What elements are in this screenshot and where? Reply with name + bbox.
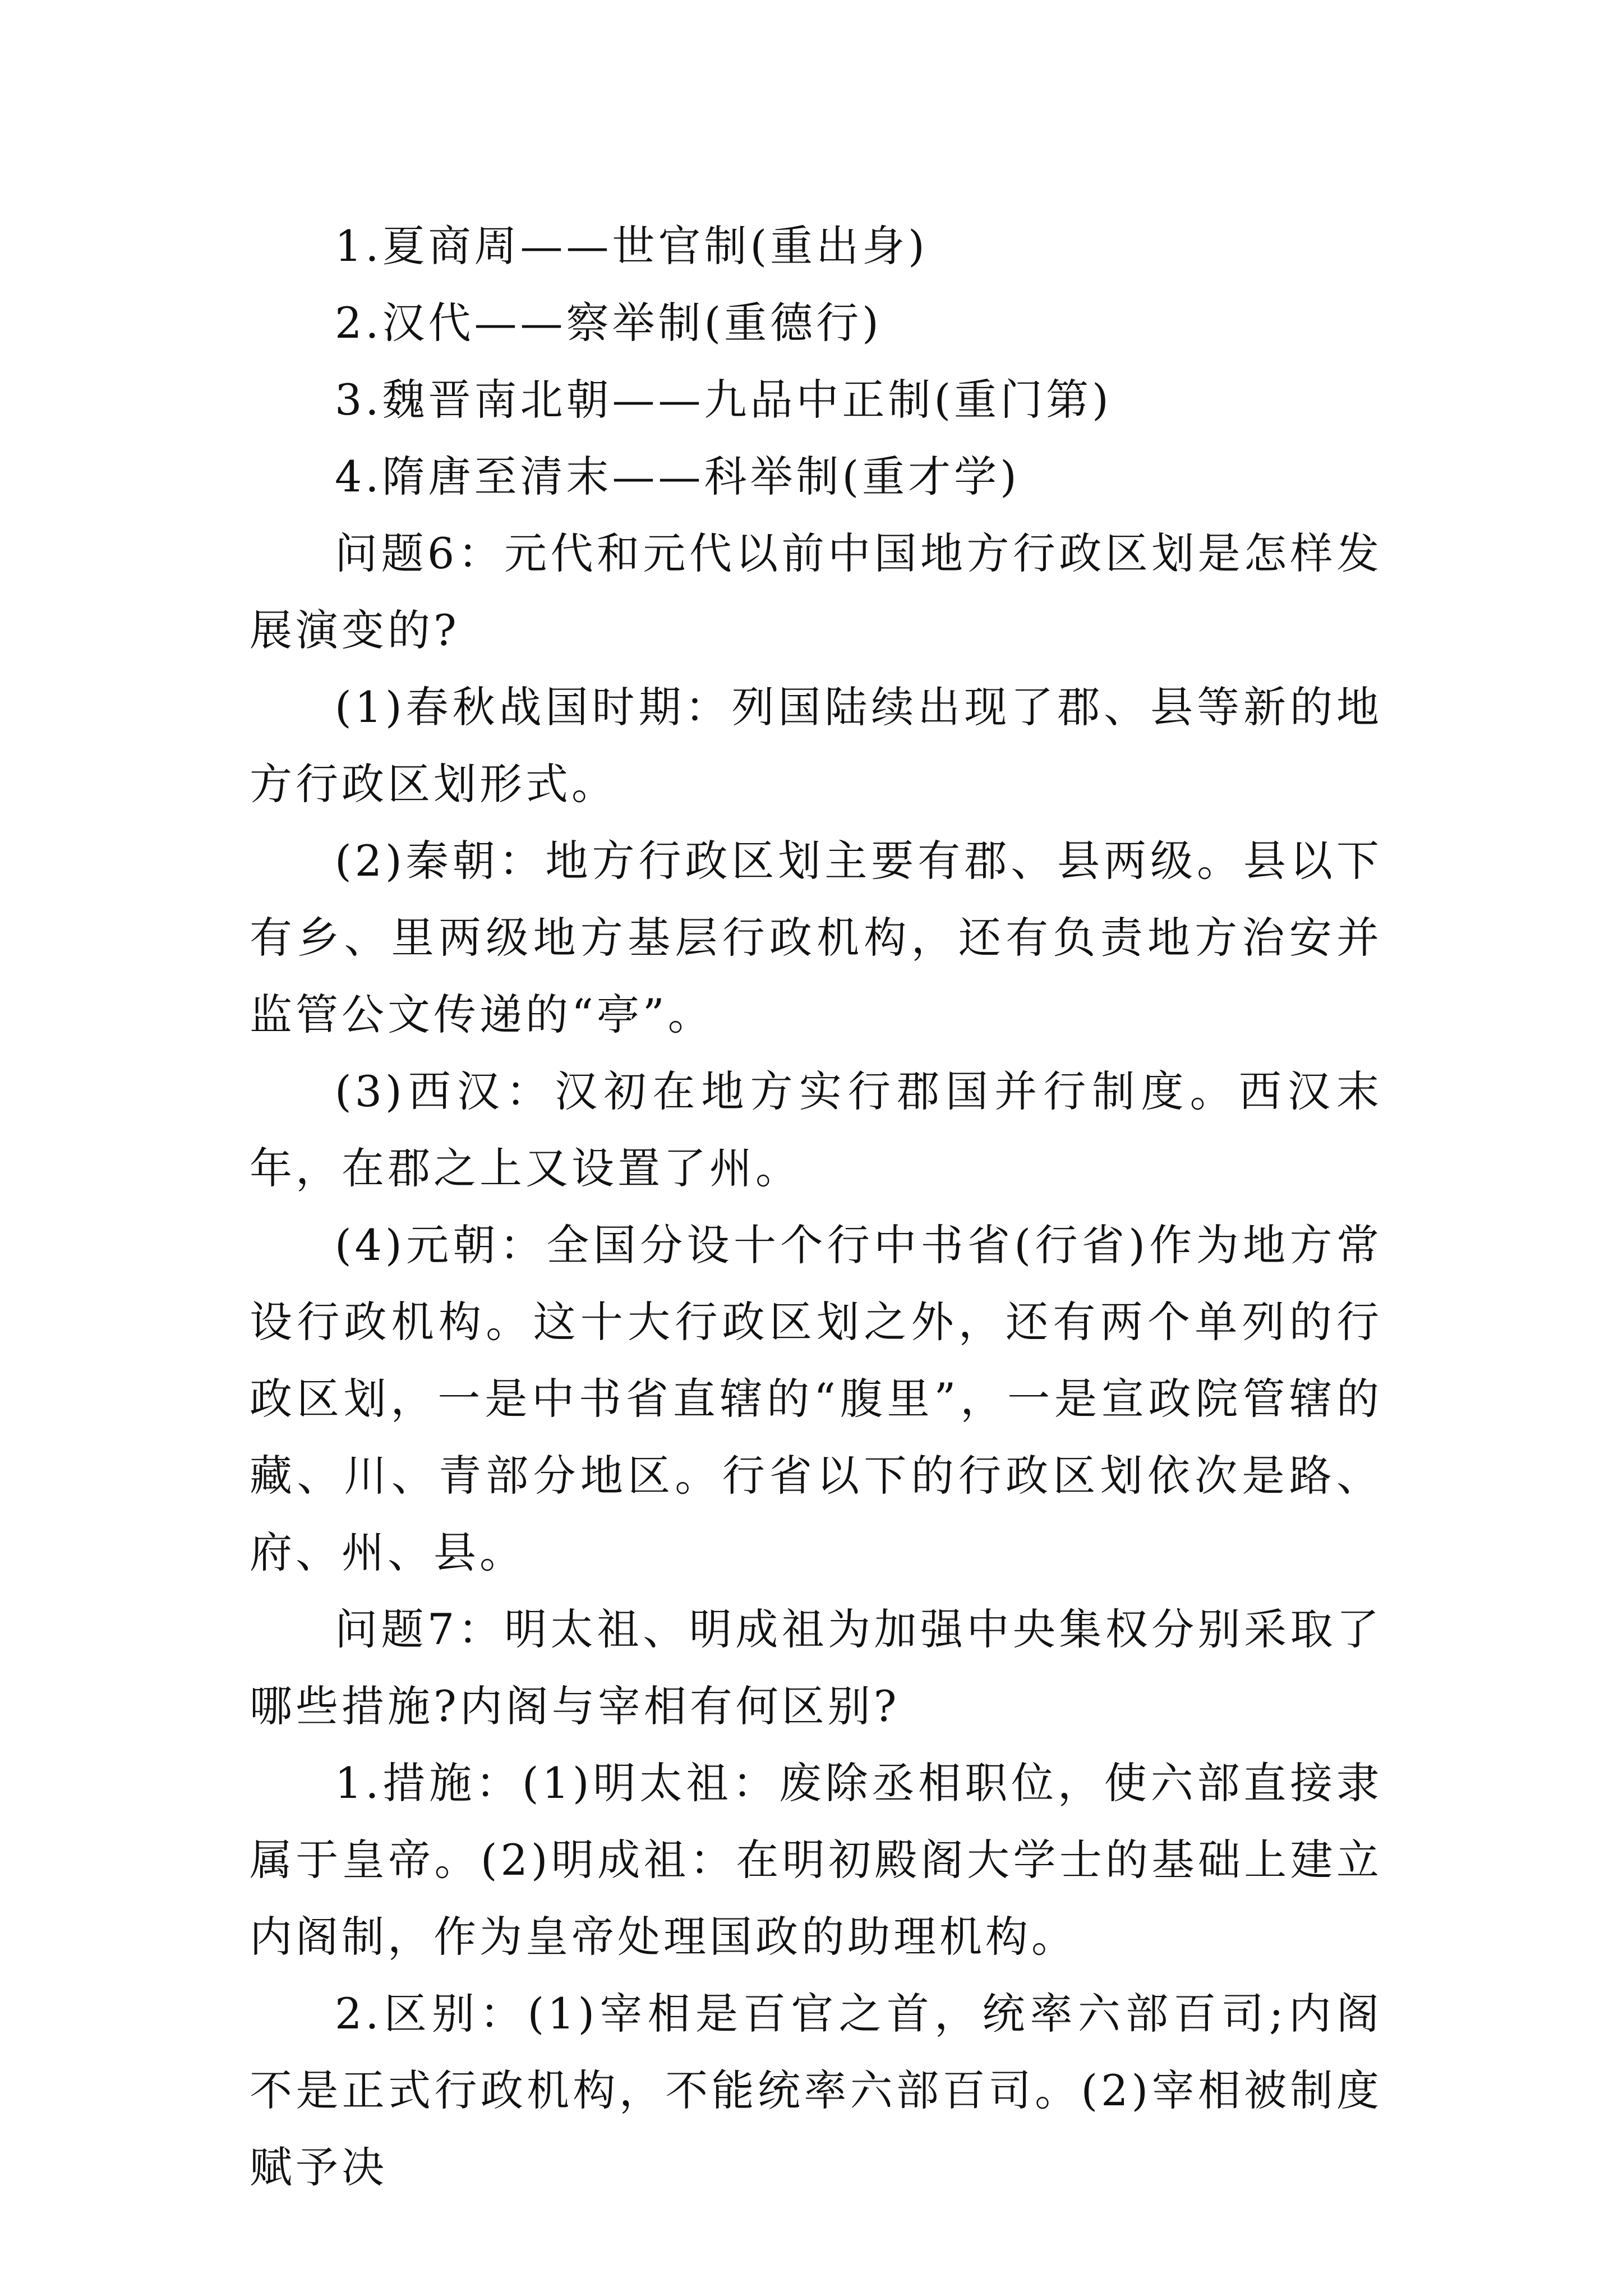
- paragraph-1: 1.夏商周——世官制(重出身): [335, 221, 928, 271]
- paragraph-western-han: (3)西汉：汉初在地方实行郡国并行制度。西汉末年，在郡之上又设置了州。: [250, 1066, 1382, 1193]
- paragraph-qin: (2)秦朝：地方行政区划主要有郡、县两级。县以下有乡、里两级地方基层行政机构，还有负责地方治安并监管公文传递的“亭”。: [250, 836, 1382, 1039]
- paragraph-spring-autumn: (1)春秋战国时期：列国陆续出现了郡、县等新的地方行政区划形式。: [250, 682, 1382, 809]
- question-6-heading: 问题6：元代和元代以前中国地方行政区划是怎样发展演变的?: [250, 528, 1382, 655]
- paragraph-3: 3.魏晋南北朝——九品中正制(重门第): [335, 375, 1112, 425]
- paragraph-measures: 1.措施：(1)明太祖：废除丞相职位，使六部直接隶属于皇帝。(2)明成祖：在明初殿阁大学士的基础上建立内阁制，作为皇帝处理国政的助理机构。: [250, 1758, 1382, 1962]
- paragraph-differences: 2.区别：(1)宰相是百官之首，统率六部百司;内阁不是正式行政机构，不能统率六部百司。(2)宰相被制度赋予决: [250, 1989, 1382, 2192]
- question-7-heading: 问题7：明太祖、明成祖为加强中央集权分别采取了哪些措施?内阁与宰相有何区别?: [250, 1604, 1382, 1731]
- document-body: [250, 208, 1382, 2206]
- paragraph-4: 4.隋唐至清末——科举制(重才学): [335, 452, 1020, 501]
- paragraph-2: 2.汉代——察举制(重德行): [335, 298, 882, 348]
- paragraph-yuan: (4)元朝：全国分设十个行中书省(行省)作为地方常设行政机构。这十大行政区划之外，还有两个单列的行政区划，一是中书省直辖的“腹里”，一是宣政院管辖的藏、川、青部分地区。行省以下的行政区划依次是路、府、州、县。: [250, 1220, 1382, 1577]
